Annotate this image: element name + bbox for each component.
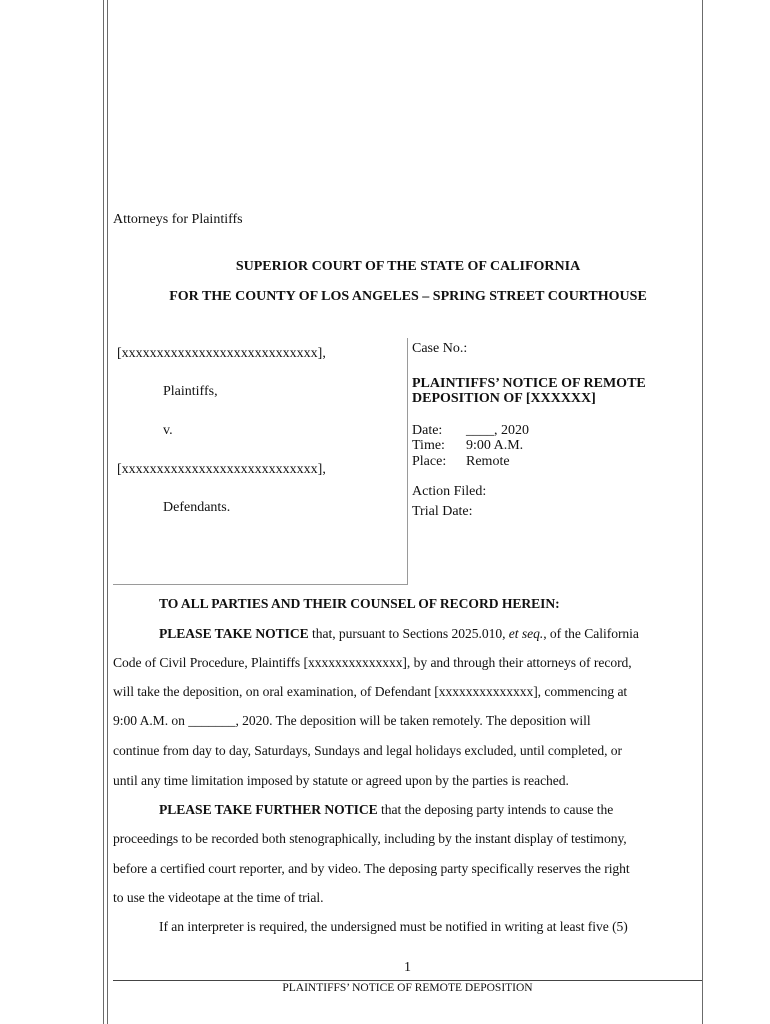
place-value: Remote	[466, 454, 510, 469]
paragraph-3-line-1: If an interpreter is required, the undersigned must be notified in writing at least five (5)	[159, 919, 628, 934]
case-number-label: Case No.:	[412, 341, 468, 356]
et-seq: et seq.	[508, 626, 544, 641]
hearing-place-row	[412, 454, 510, 470]
place-label: Place:	[412, 454, 447, 469]
further-notice-lead: PLEASE TAKE FURTHER NOTICE	[159, 802, 378, 817]
versus-label: v.	[163, 423, 173, 438]
paragraph-2-line-4: to use the videotape at the time of trial.	[113, 890, 324, 905]
caption-divider-vertical	[407, 338, 408, 584]
document-title-line-1: PLAINTIFFS’ NOTICE OF REMOTE	[412, 376, 646, 391]
date-label: Date:	[412, 423, 443, 438]
time-value: 9:00 A.M.	[466, 438, 524, 453]
time-label: Time:	[412, 438, 445, 453]
caption-divider-horizontal	[113, 584, 408, 585]
salutation: TO ALL PARTIES AND THEIR COUNSEL OF RECORD HEREIN:	[159, 596, 560, 611]
hearing-time-row	[412, 438, 523, 454]
right-margin-line	[702, 0, 703, 1024]
date-value: ____, 2020	[466, 423, 529, 438]
paragraph-1-line-6: until any time limitation imposed by statute or agreed upon by the parties is reached.	[113, 773, 569, 788]
page-number: 1	[404, 960, 411, 975]
paragraph-2-line-2: proceedings to be recorded both stenographically, including by the instant display of testimony,	[113, 831, 627, 846]
paragraph-2-line-3: before a certified court reporter, and by video. The deposing party specifically reserves the right	[113, 861, 630, 876]
paragraph-2-line-1	[159, 802, 613, 818]
paragraph-1-line-3: will take the deposition, on oral examination, of Defendant [xxxxxxxxxxxxxx], commencing at	[113, 684, 628, 699]
plaintiffs-label: Plaintiffs,	[163, 384, 218, 399]
hearing-date-row	[412, 423, 529, 439]
defendant-name: [xxxxxxxxxxxxxxxxxxxxxxxxxxxx],	[117, 462, 326, 477]
left-margin-line-outer	[103, 0, 104, 1024]
trial-date-label: Trial Date:	[412, 504, 473, 519]
footer-title: PLAINTIFFS’ NOTICE OF REMOTE DEPOSITION	[282, 982, 533, 994]
attorneys-line: Attorneys for Plaintiffs	[113, 212, 243, 227]
defendants-label: Defendants.	[163, 500, 231, 515]
document-title-line-2: DEPOSITION OF [XXXXXX]	[412, 391, 596, 406]
plaintiff-name: [xxxxxxxxxxxxxxxxxxxxxxxxxxxx],	[117, 346, 326, 361]
action-filed-label: Action Filed:	[412, 484, 487, 499]
left-margin-line-inner	[107, 0, 108, 1024]
notice-lead: PLEASE TAKE NOTICE	[159, 626, 309, 641]
court-title-line-1: SUPERIOR COURT OF THE STATE OF CALIFORNIA	[235, 259, 581, 274]
p1-text-a: that, pursuant to Sections 2025.010,	[308, 626, 509, 641]
paragraph-1-line-2: Code of Civil Procedure, Plaintiffs [xxxxxxxxxxxxxx], by and through their attorneys of record,	[113, 655, 632, 670]
p2-text: that the deposing party intends to cause the	[377, 802, 614, 817]
paragraph-1-line-1	[159, 626, 639, 642]
court-title-line-2: FOR THE COUNTY OF LOS ANGELES – SPRING STREET COURTHOUSE	[169, 289, 647, 304]
p1-text-b: , of the California	[543, 626, 639, 641]
footer-rule	[113, 980, 702, 981]
paragraph-1-line-4: 9:00 A.M. on _______, 2020. The deposition will be taken remotely. The deposition will	[113, 713, 591, 728]
paragraph-1-line-5: continue from day to day, Saturdays, Sundays and legal holidays excluded, until completed, or	[113, 743, 623, 758]
